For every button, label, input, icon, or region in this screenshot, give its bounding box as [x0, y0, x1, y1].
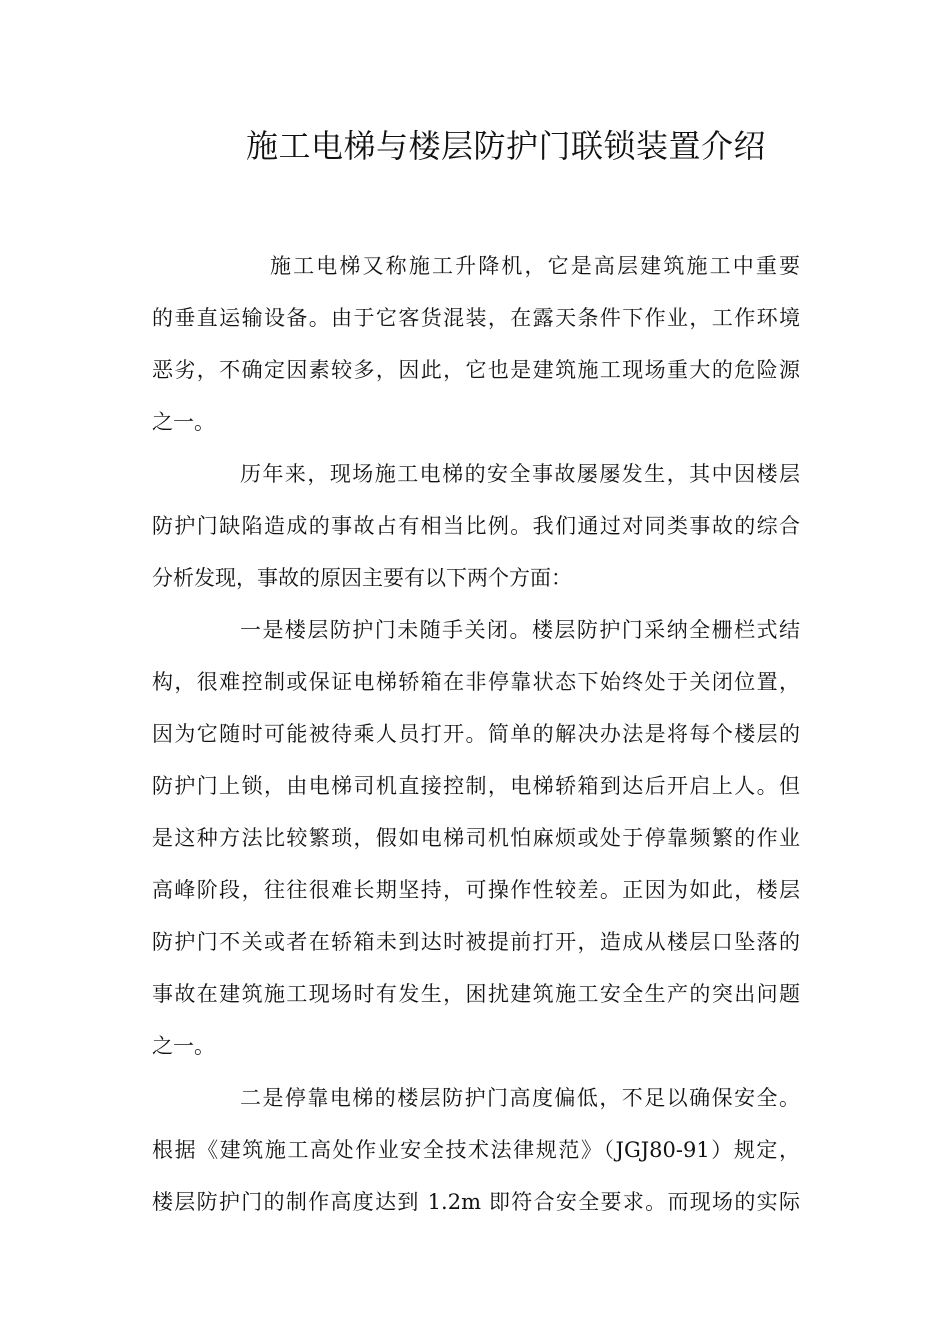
paragraph-line: 构，很难控制或保证电梯轿箱在非停靠状态下始终处于关闭位置， — [152, 670, 800, 694]
paragraph-line: 之一。 — [152, 410, 215, 434]
paragraph-line: 根据《建筑施工高处作业安全技术法律规范》（JGJ80-91）规定， — [152, 1138, 800, 1162]
document-title: 施工电梯与楼层防护门联锁装置介绍 — [245, 127, 766, 165]
paragraph-line: 一是楼层防护门未随手关闭。楼层防护门采纳全栅栏式结 — [240, 618, 800, 642]
paragraph-line: 因为它随时可能被待乘人员打开。简单的解决办法是将每个楼层的 — [152, 722, 800, 746]
paragraph-line: 恶劣，不确定因素较多，因此，它也是建筑施工现场重大的危险源 — [152, 358, 800, 382]
paragraph-line: 事故在建筑施工现场时有发生，困扰建筑施工安全生产的突出问题 — [152, 982, 800, 1006]
paragraph-line: 防护门缺陷造成的事故占有相当比例。我们通过对同类事故的综合 — [152, 514, 800, 538]
paragraph-line: 防护门上锁，由电梯司机直接控制，电梯轿箱到达后开启上人。但 — [152, 774, 800, 798]
document-body — [152, 240, 800, 1228]
paragraph-line: 二是停靠电梯的楼层防护门高度偏低，不足以确保安全。 — [240, 1086, 800, 1110]
paragraph-line: 施工电梯又称施工升降机，它是高层建筑施工中重要 — [270, 254, 800, 278]
paragraph-line: 分析发现，事故的原因主要有以下两个方面： — [152, 566, 572, 590]
paragraph-line: 的垂直运输设备。由于它客货混装，在露天条件下作业，工作环境 — [152, 306, 800, 330]
paragraph-line: 历年来，现场施工电梯的安全事故屡屡发生，其中因楼层 — [240, 462, 800, 486]
paragraph-line: 之一。 — [152, 1034, 215, 1058]
paragraph-line: 是这种方法比较繁琐，假如电梯司机怕麻烦或处于停靠频繁的作业 — [152, 826, 800, 850]
paragraph-line: 防护门不关或者在轿箱未到达时被提前打开，造成从楼层口坠落的 — [152, 930, 800, 954]
paragraph-line: 楼层防护门的制作高度达到 1.2m 即符合安全要求。而现场的实际 — [152, 1190, 800, 1214]
paragraph-line: 高峰阶段，往往很难长期坚持，可操作性较差。正因为如此，楼层 — [152, 878, 800, 902]
